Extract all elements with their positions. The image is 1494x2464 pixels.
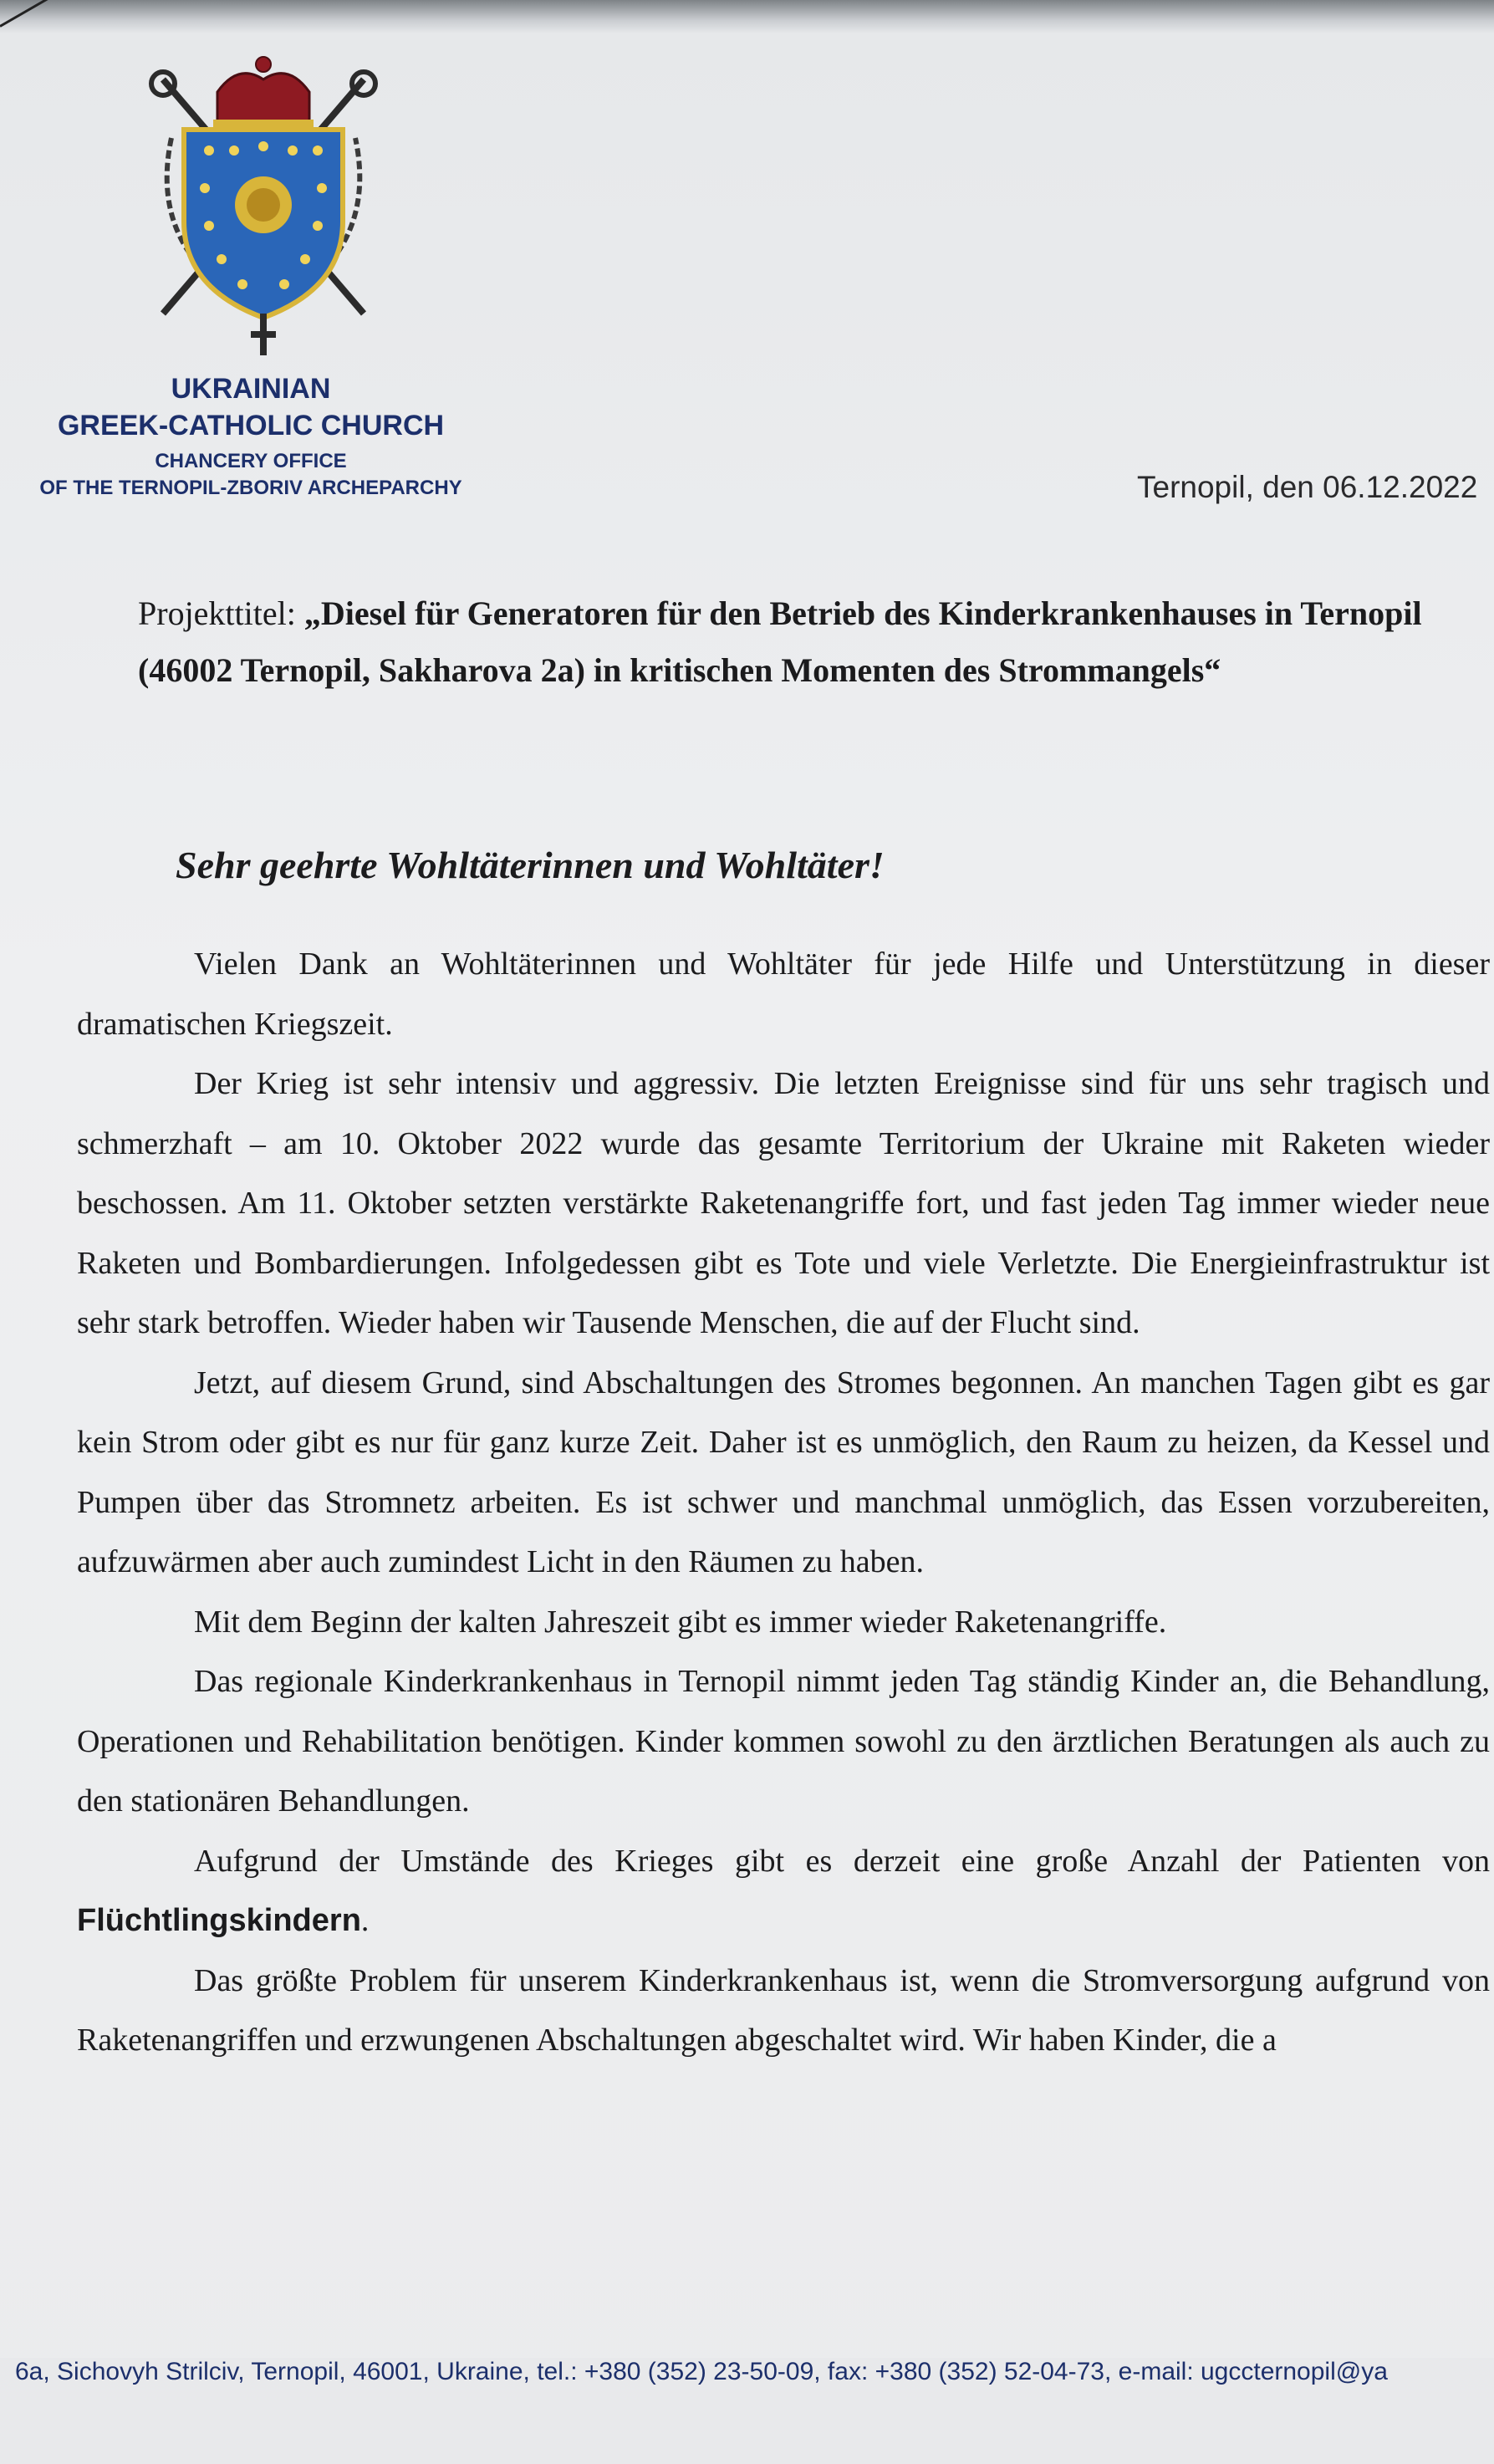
project-title-label: Projekttitel: xyxy=(138,594,304,632)
paragraph-7: Das größte Problem für unserem Kinderkrankenhaus ist, wenn die Stromversorgung aufgrund von Raketenangriffen und erzwungenen Abschaltungen abgeschaltet wird. Wir haben Kinder, die a xyxy=(77,1962,1490,2058)
project-title-text: „Diesel für Generatoren für den Betrieb des Kinderkrankenhauses in Ternopil (46002 Ternopil, Sakharova 2a) in kritischen Momenten des Strommangels“ xyxy=(138,594,1422,689)
paragraph-6-end: . xyxy=(360,1903,370,1938)
paragraph-4: Mit dem Beginn der kalten Jahreszeit gibt es immer wieder Raketenangriffe. xyxy=(194,1604,1167,1640)
paragraph-6 xyxy=(77,1832,1490,1951)
salutation: Sehr geehrte Wohltäterinnen und Wohltäter! xyxy=(176,844,885,886)
archeparchy-coat-of-arms-icon xyxy=(138,46,389,364)
letterhead-line-4: OF THE TERNOPIL-ZBORIV ARCHEPARCHY xyxy=(39,477,462,499)
paragraph-6-bold: Flüchtlingskindern xyxy=(77,1903,361,1938)
letterhead-line-3: CHANCERY OFFICE xyxy=(155,450,347,472)
paragraph-2: Der Krieg ist sehr intensiv und aggressiv. Die letzten Ereignisse sind für uns sehr tragisch und schmerzhaft – am 10. Oktober 2022 wurde das gesamte Territorium der Ukraine mit Raketen wieder beschossen. Am 11. Oktober setzten verstärkte Raketenangriffe fort, und fast jeden Tag immer wieder neue Raketen und Bombardierungen. Infolgedessen gibt es Tote und viele Verletzte. Die Energieinfrastruktur ist sehr stark betroffen. Wieder haben wir Tausende Menschen, die auf der Flucht sind. xyxy=(77,1066,1490,1340)
letterhead-line-1: UKRAINIAN xyxy=(171,373,331,405)
letter-date: Ternopil, den 06.12.2022 xyxy=(1137,470,1478,504)
paragraph-1: Vielen Dank an Wohltäterinnen und Wohltäter für jede Hilfe und Unterstützung in dieser dramatischen Kriegszeit. xyxy=(77,946,1490,1042)
project-title-block xyxy=(138,585,1476,699)
paragraph-6-text: Aufgrund der Umstände des Krieges gibt es derzeit eine große Anzahl der Patienten von xyxy=(194,1843,1490,1879)
paragraph-5: Das regionale Kinderkrankenhaus in Ternopil nimmt jeden Tag ständig Kinder an, die Behandlung, Operationen und Rehabilitation benötigen. Kinder kommen sowohl zu den ärztlichen Beratungen als auch zu den stationären Behandlungen. xyxy=(77,1664,1490,1819)
letter-body xyxy=(77,935,1490,2071)
paragraph-3: Jetzt, auf diesem Grund, sind Abschaltungen des Stromes begonnen. An manchen Tagen gibt es gar kein Strom oder gibt es nur für ganz kurze Zeit. Daher ist es unmöglich, den Raum zu heizen, da Kessel und Pumpen über das Stromnetz arbeiten. Es ist schwer und manchmal unmöglich, das Essen vorzubereiten, aufzuwärmen aber auch zumindest Licht in den Räumen zu haben. xyxy=(77,1365,1490,1579)
letterhead-footer: 6a, Sichovyh Strilciv, Ternopil, 46001, Ukraine, tel.: +380 (352) 23-50-09, fax: +380 (352) 52-04-73, e-mail: ugccternopil@ya xyxy=(15,2358,1388,2385)
letterhead-line-2: GREEK-CATHOLIC CHURCH xyxy=(57,410,445,441)
top-shadow xyxy=(0,0,1494,33)
